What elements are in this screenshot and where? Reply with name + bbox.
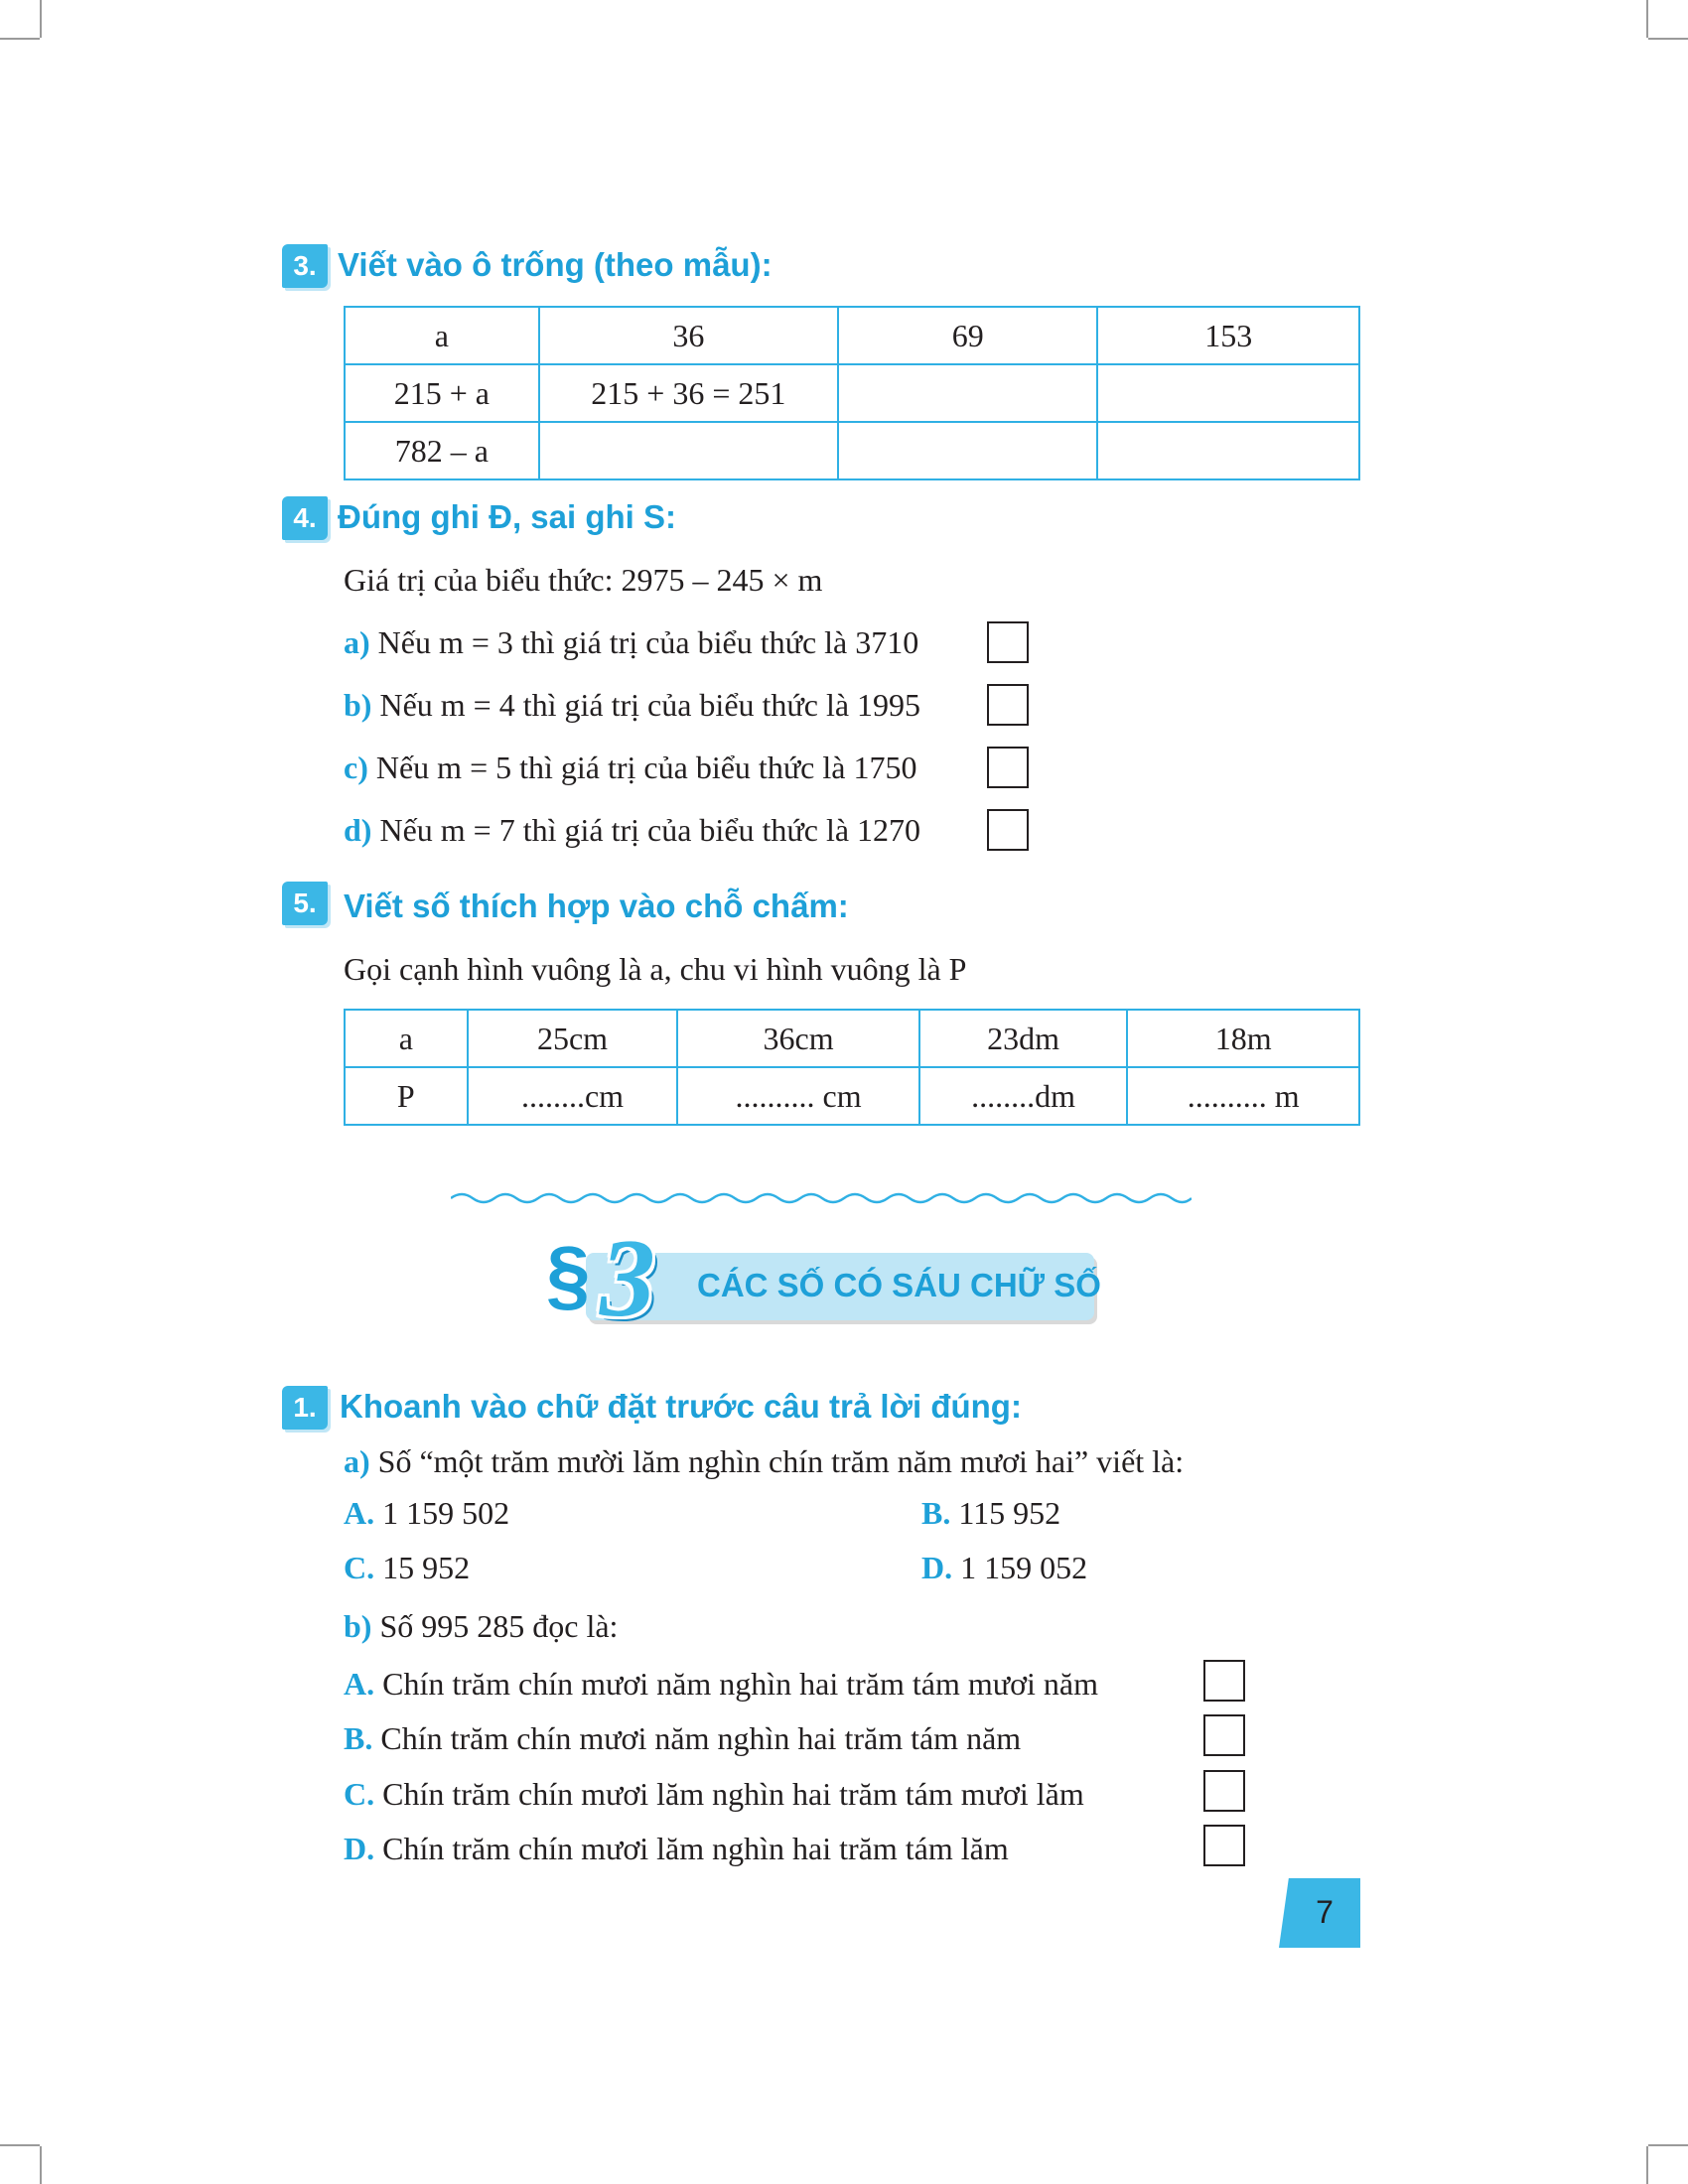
answer-cell[interactable]: ........dm <box>919 1067 1128 1125</box>
page-number: 7 <box>1316 1894 1334 1930</box>
option-text: Chín trăm chín mươi năm nghìn hai trăm tám mươi năm <box>382 1666 1098 1702</box>
answer-cell[interactable]: ........cm <box>468 1067 678 1125</box>
table-cell: 153 <box>1097 307 1359 364</box>
answer-cell[interactable]: .......... cm <box>677 1067 918 1125</box>
option-text: 1 159 502 <box>382 1495 510 1531</box>
crop-mark <box>0 38 40 40</box>
table-cell: a <box>345 1010 468 1067</box>
option-text: 1 159 052 <box>960 1550 1088 1585</box>
exercise-5-title: Viết số thích hợp vào chỗ chấm: <box>344 887 849 924</box>
reading-option-d <box>344 1831 1009 1867</box>
statement-b <box>344 687 920 724</box>
wavy-divider <box>451 1187 1192 1209</box>
table-cell: 18m <box>1127 1010 1359 1067</box>
crop-mark <box>1646 0 1648 38</box>
table-cell: 69 <box>838 307 1097 364</box>
answer-cell[interactable] <box>1097 422 1359 479</box>
statement-c <box>344 750 916 786</box>
answer-cell[interactable] <box>1097 364 1359 422</box>
option-d[interactable] <box>921 1550 1087 1586</box>
option-label: A. <box>344 1666 375 1702</box>
statement-a <box>344 624 918 661</box>
crop-mark <box>1648 38 1688 40</box>
question-text: Số “một trăm mười lăm nghìn chín trăm năm mươi hai” viết là: <box>377 1443 1185 1479</box>
option-label: C. <box>344 1776 375 1812</box>
answer-checkbox[interactable] <box>1203 1770 1245 1812</box>
reading-option-a <box>344 1666 1098 1703</box>
answer-cell[interactable] <box>838 364 1097 422</box>
answer-cell[interactable] <box>539 422 838 479</box>
table-row <box>345 1010 1359 1067</box>
table-cell: 215 + a <box>345 364 539 422</box>
answer-checkbox[interactable] <box>987 684 1029 726</box>
option-text: Chín trăm chín mươi lăm nghìn hai trăm tám mươi lăm <box>382 1776 1084 1812</box>
table-row <box>345 422 1359 479</box>
question-a <box>344 1443 1184 1480</box>
exercise-4-title: Đúng ghi Đ, sai ghi S: <box>338 498 676 535</box>
table-cell: 782 – a <box>345 422 539 479</box>
option-label: D. <box>344 1831 375 1866</box>
option-c[interactable] <box>344 1550 470 1586</box>
reading-option-b <box>344 1720 1021 1757</box>
option-label: B. <box>344 1720 373 1756</box>
table-cell: P <box>345 1067 468 1125</box>
option-label: C. <box>344 1550 375 1585</box>
table-row <box>345 307 1359 364</box>
answer-checkbox[interactable] <box>987 747 1029 788</box>
answer-checkbox[interactable] <box>1203 1825 1245 1866</box>
question-label: a) <box>344 1443 370 1479</box>
option-text: Chín trăm chín mươi năm nghìn hai trăm tám năm <box>380 1720 1022 1756</box>
table-cell: 215 + 36 = 251 <box>539 364 838 422</box>
table-cell: 25cm <box>468 1010 678 1067</box>
answer-cell[interactable] <box>838 422 1097 479</box>
section-symbol: § <box>546 1230 591 1318</box>
exercise-1-title: Khoanh vào chữ đặt trước câu trả lời đúng: <box>340 1388 1022 1425</box>
crop-mark <box>1648 2144 1688 2146</box>
section-number: 3 <box>600 1217 655 1340</box>
option-text: Chín trăm chín mươi lăm nghìn hai trăm tám lăm <box>382 1831 1009 1866</box>
answer-checkbox[interactable] <box>987 809 1029 851</box>
crop-mark <box>40 2146 42 2184</box>
table-row <box>345 364 1359 422</box>
exercise-3-table <box>344 306 1360 480</box>
exercise-5-badge: 5. <box>282 882 328 925</box>
option-text: 115 952 <box>958 1495 1061 1531</box>
answer-cell[interactable]: .......... m <box>1127 1067 1359 1125</box>
reading-option-c <box>344 1776 1084 1813</box>
answer-checkbox[interactable] <box>1203 1714 1245 1756</box>
question-b <box>344 1608 618 1645</box>
answer-checkbox[interactable] <box>987 621 1029 663</box>
option-text: 15 952 <box>382 1550 471 1585</box>
exercise-4-intro: Giá trị của biểu thức: 2975 – 245 × m <box>344 562 823 598</box>
statement-label: a) <box>344 624 370 660</box>
table-cell: 23dm <box>919 1010 1128 1067</box>
exercise-4-badge: 4. <box>282 496 328 540</box>
option-label: B. <box>921 1495 951 1531</box>
exercise-5-table <box>344 1009 1360 1126</box>
crop-mark <box>1646 2146 1648 2184</box>
exercise-3-title: Viết vào ô trống (theo mẫu): <box>338 246 773 283</box>
statement-label: d) <box>344 812 372 848</box>
table-cell: a <box>345 307 539 364</box>
statement-text: Nếu m = 7 thì giá trị của biểu thức là 1270 <box>379 812 921 848</box>
question-text: Số 995 285 đọc là: <box>379 1608 619 1644</box>
statement-d <box>344 812 920 849</box>
exercise-3-badge: 3. <box>282 244 328 288</box>
table-cell: 36cm <box>677 1010 918 1067</box>
exercise-1-badge: 1. <box>282 1386 328 1430</box>
crop-mark <box>0 2144 40 2146</box>
option-label: A. <box>344 1495 375 1531</box>
table-cell: 36 <box>539 307 838 364</box>
statement-text: Nếu m = 3 thì giá trị của biểu thức là 3710 <box>377 624 919 660</box>
option-b[interactable] <box>921 1495 1060 1532</box>
option-label: D. <box>921 1550 953 1585</box>
table-row <box>345 1067 1359 1125</box>
statement-label: c) <box>344 750 368 785</box>
answer-checkbox[interactable] <box>1203 1660 1245 1702</box>
statement-text: Nếu m = 4 thì giá trị của biểu thức là 1995 <box>379 687 921 723</box>
statement-text: Nếu m = 5 thì giá trị của biểu thức là 1750 <box>375 750 917 785</box>
exercise-5-intro: Gọi cạnh hình vuông là a, chu vi hình vuông là P <box>344 951 967 987</box>
section-title: CÁC SỐ CÓ SÁU CHỮ SỐ <box>697 1267 1101 1303</box>
statement-label: b) <box>344 687 372 723</box>
crop-mark <box>40 0 42 38</box>
option-a[interactable] <box>344 1495 509 1532</box>
question-label: b) <box>344 1608 372 1644</box>
